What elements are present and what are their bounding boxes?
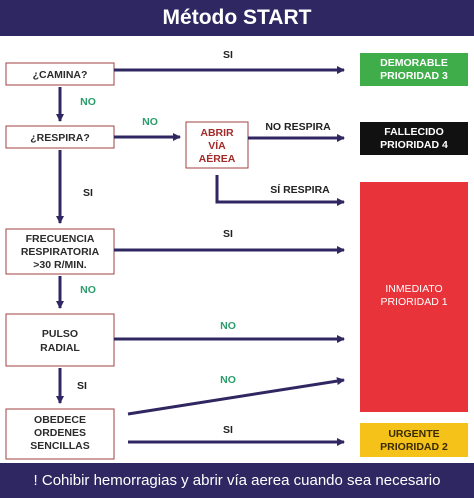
demorable-line-2: PRIORIDAD 3 [380,70,448,82]
demorable-line-1: DEMORABLE [380,57,448,69]
obedece-line-2: ORDENES [34,427,86,439]
label-no-respira-path: NO [142,116,158,128]
pulso-line-1: PULSO [41,328,79,340]
urgente-line-1: URGENTE [388,428,440,440]
label-si-respira: SÍ RESPIRA [270,184,330,196]
respira-label: ¿RESPIRA? [30,132,90,144]
fallecido-line-2: PRIORIDAD 4 [380,139,448,151]
page-title: Método START [162,6,312,29]
label-si-camina: SI [223,49,233,61]
urgente-line-2: PRIORIDAD 2 [380,441,448,453]
inmediato-line-1: INMEDIATO [385,283,443,295]
camina-label: ¿CAMINA? [32,69,88,81]
frecuencia-line-3: >30 R/MIN. [33,259,87,271]
label-si-frecuencia: SI [223,228,233,240]
obedece-line-3: SENCILLAS [30,440,90,452]
label-si-respira-main: SI [83,187,93,199]
obedece-line-1: OBEDECE [34,414,86,426]
label-no-obedece: NO [220,374,236,386]
abrir-line-3: AÉREA [198,153,236,165]
fallecido-line-1: FALLECIDO [384,126,444,138]
frecuencia-line-1: FRECUENCIA [25,233,95,245]
label-si-pulso: SI [77,380,87,392]
label-si-obedece: SI [223,424,233,436]
pulso-line-2: RADIAL [40,342,80,354]
abrir-line-1: ABRIR [200,127,234,139]
label-no-respira: NO RESPIRA [265,121,331,133]
label-no-pulso: NO [220,320,236,332]
arrow-obedece-no [128,380,344,414]
abrir-line-2: VÍA [208,140,226,152]
label-no-frecuencia: NO [80,284,96,296]
frecuencia-line-2: RESPIRATORIA [20,246,100,258]
inmediato-line-2: PRIORIDAD 1 [380,296,448,308]
label-no-camina: NO [80,96,96,108]
pulso-box [6,314,114,366]
footer-note: ! Cohibir hemorragias y abrir vía aerea cuando sea necesario [33,472,441,489]
